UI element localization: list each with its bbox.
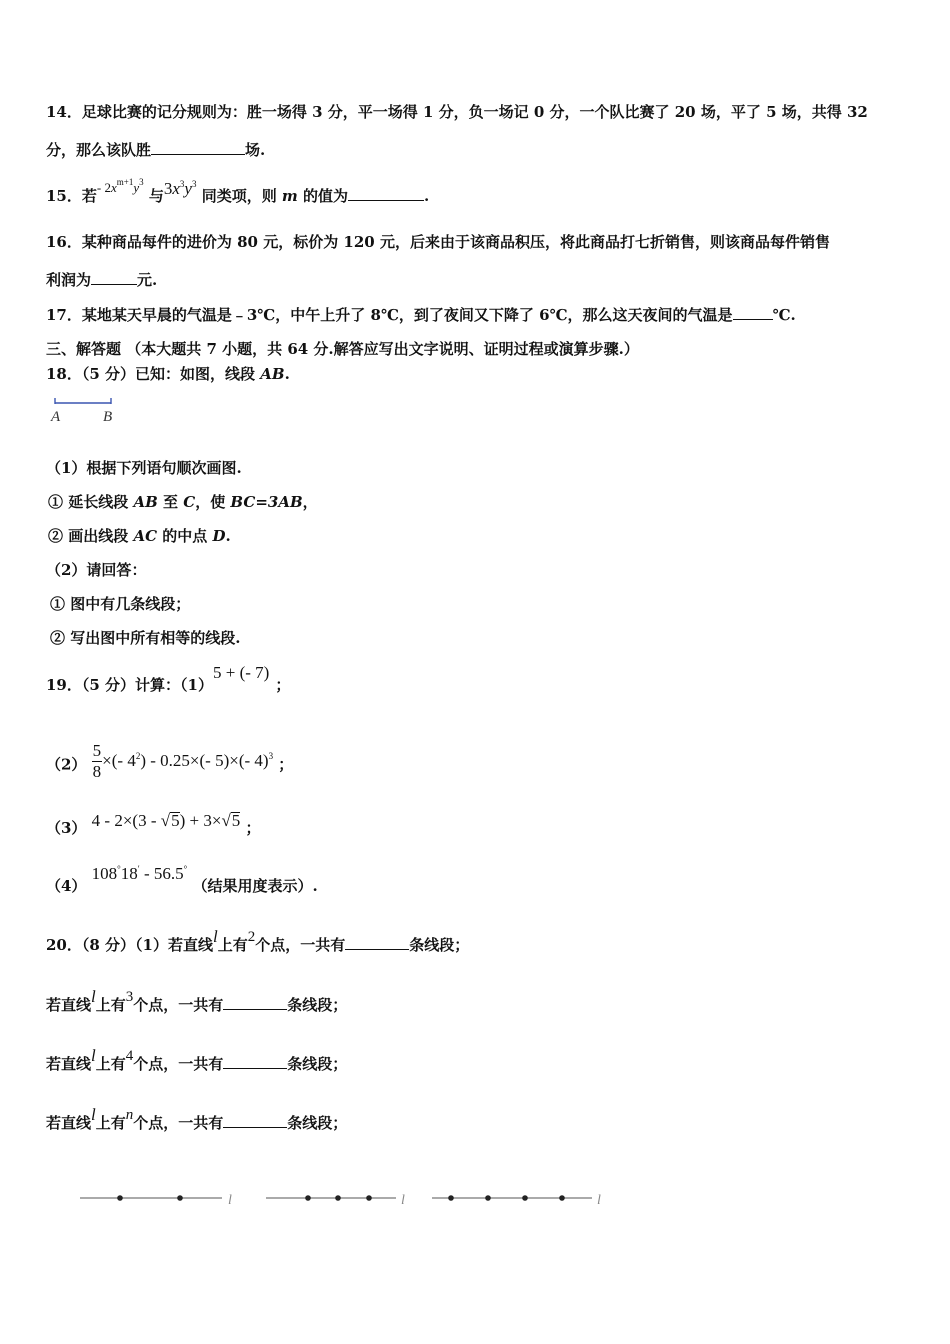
q20-line3: 若直线l上有4个点，一共有 条线段； [46,1046,348,1073]
q16-line1 [46,232,830,252]
q17-text-b: ℃. [772,306,796,324]
q19-fraction: $\frac{5}{8}$ [92,741,102,781]
q16-text-c: 元. [137,271,158,289]
point [177,1195,183,1201]
figure-two-points [80,1193,232,1208]
q16-text: 16．某种商品每件的进价为 80 元，标价为 120 元，后来由于该商品积压，将此商品打七折销售，则该商品每件销售 [46,233,830,251]
point [559,1195,565,1201]
q18-line: 18．（5 分）已知：如图，线段 AB. [46,365,290,383]
line-label: l [597,1193,601,1208]
q15-prefix: 15．若 [46,187,97,205]
section-3-title: 三、解答题 （本大题共 7 小题，共 64 分.解答应写出文字说明、证明过程或演算步骤.） [46,340,639,358]
q14-text-b: 分，那么该队胜 [46,141,152,159]
q15-expr1: - $2x^{m+1}y^3$ [96,177,144,195]
figure-four-points [432,1193,601,1208]
q18-seg: AB [260,365,285,383]
q19-part3: （3） 4 - 2×(3 - √5) + 3×√5 ； [46,811,261,837]
q20-line-figures [76,1186,616,1214]
line-label: l [228,1193,232,1208]
q19-part4: （4） 108°18′ - 56.5° （结果用度表示）. [46,864,318,895]
point [522,1195,528,1201]
q15-end: . [424,187,430,205]
point [305,1195,311,1201]
q16-line2 [46,270,157,290]
q17-answer-blank[interactable] [733,305,773,320]
q20-line4: 若直线l上有n个点，一共有 条线段； [46,1105,348,1132]
q20-blank-4[interactable] [223,1054,287,1069]
q19-line: 19．（5 分）计算：（1）5 + (- 7)； [46,663,291,694]
q15-mid: 与 [148,187,164,205]
figure-three-points [266,1193,405,1208]
q15-line [46,177,430,207]
q15-var: m [281,187,298,205]
q20-line2: 若直线l上有3个点，一共有 条线段； [46,987,348,1014]
q17-line [46,305,796,325]
q20-line1: 20．（8 分）（1）若直线l上有2个点，一共有 条线段； [46,927,470,954]
q16-answer-blank[interactable] [91,270,137,285]
q20-blank-3[interactable] [223,995,287,1010]
q15-text-a: 同类项，则 [201,187,282,205]
point-b-label: B [103,409,113,425]
q14-line1 [46,102,868,122]
q18-part2-item1: ① 图中有几条线段； [50,595,191,613]
q15-text-b: 的值为 [297,187,349,205]
q14-answer-blank[interactable] [151,140,245,155]
q14-text: 14．足球比赛的记分规则为：胜一场得 3 分，平一场得 1 分，负一场记 0 分，一个队比赛了 20 场，平了 5 场，共得 32 [46,103,868,121]
q17-text: 17．某地某天早晨的气温是﹣3℃，中午上升了 8℃，到了夜间又下降了 6℃，那么这天夜间的气温是 [46,306,733,324]
q19-expr4: 108°18′ - 56.5° [91,864,188,883]
q19-part2: （2） $\frac{5}{8}$ ×(- $4^2) - 0.25\times(-$ 5)×(- 4)$^3$ ； [46,741,294,781]
q14-line2 [46,140,265,160]
q18-part2: （2）请回答： [46,561,147,579]
q18-part1-item1: ① 延长线段 AB 至 C，使 BC=3AB， [48,493,318,511]
point [448,1195,454,1201]
q15-expr2: $3x^3y^3$ [163,179,197,198]
q16-text-b: 利润为 [46,271,92,289]
point [485,1195,491,1201]
q19-expr1: 5 + (- 7) [212,663,270,682]
q19-expr3: 4 - 2×(3 - √5) + 3×√5 [91,811,241,830]
point [117,1195,123,1201]
q18-part1: （1）根据下列语句顺次画图. [46,459,242,477]
q20-blank-n[interactable] [223,1113,287,1128]
q15-answer-blank[interactable] [348,186,424,201]
q14-text-c: 场. [245,141,266,159]
q20-blank-2[interactable] [345,935,409,950]
point-a-label: A [51,409,61,425]
line-label: l [401,1193,405,1208]
q18-segment-figure [48,394,128,426]
point [335,1195,341,1201]
q19-expr2: ×(- $4^2) - 0.25\times(-$ 5)×(- 4)$^3$ [102,750,274,770]
point [366,1195,372,1201]
q18-part1-item2: ② 画出线段 AC 的中点 D. [48,527,231,545]
q18-part2-item2: ② 写出图中所有相等的线段. [50,629,241,647]
